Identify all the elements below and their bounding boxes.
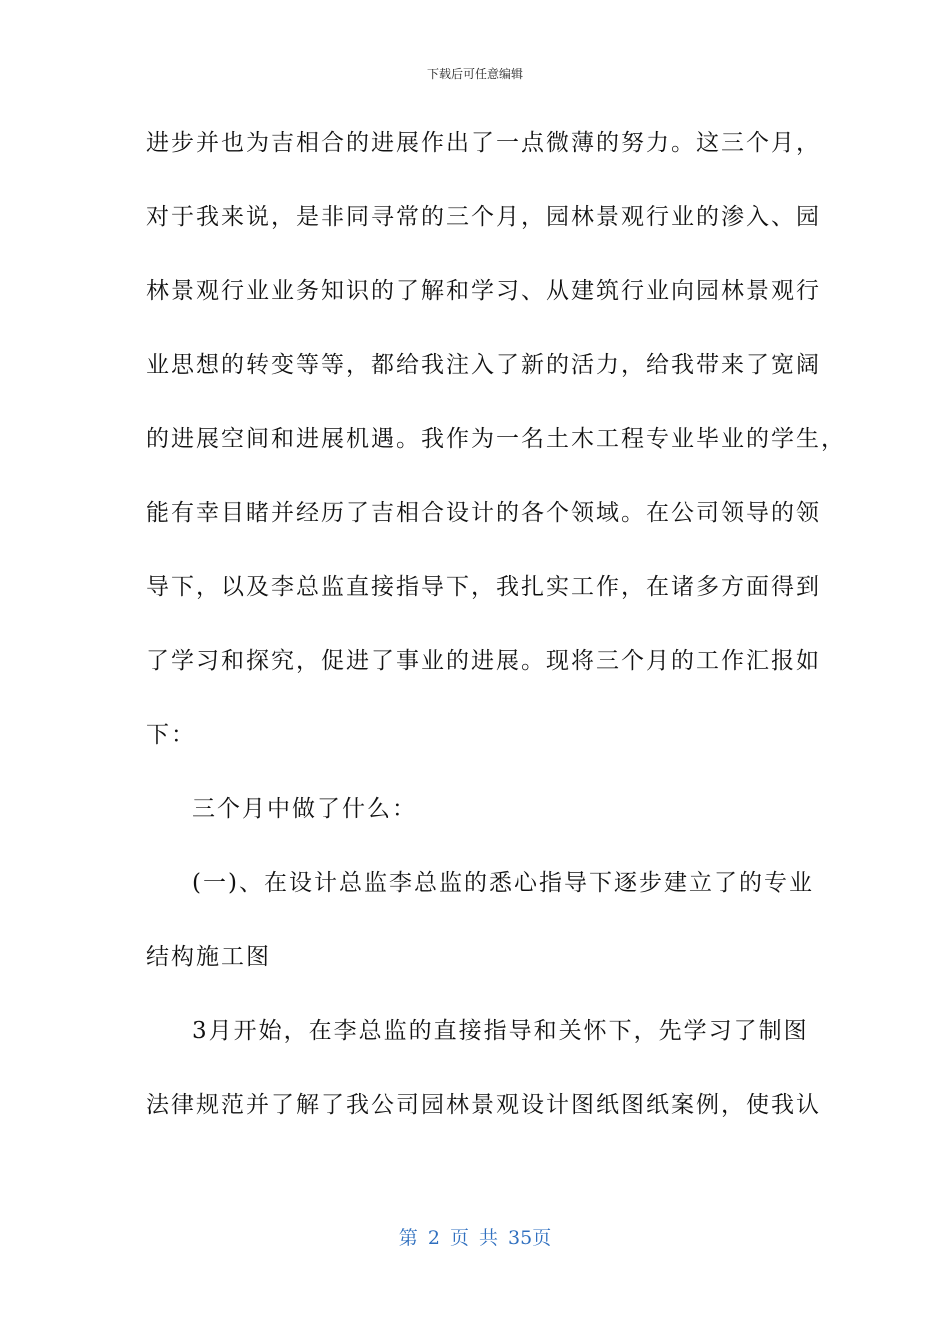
text-line: 对于我来说，是非同寻常的三个月，园林景观行业的渗入、园: [146, 204, 821, 230]
paragraph-start: 3月开始，在李总监的直接指导和关怀下，先学习了制图: [192, 1018, 809, 1044]
text-line: 法律规范并了解了我公司园林景观设计图纸图纸案例，使我认: [146, 1092, 821, 1118]
text-line: 的进展空间和进展机遇。我作为一名土木工程专业毕业的学生，: [146, 426, 846, 452]
page-number: 第 2 页 共 35页: [398, 1227, 552, 1249]
text-line: 业思想的转变等等，都给我注入了新的活力，给我带来了宽阔: [146, 352, 821, 378]
text-line: 下：: [146, 722, 196, 748]
document-body: [146, 118, 846, 1154]
section-heading: 三个月中做了什么：: [192, 796, 417, 822]
text-line: 结构施工图: [146, 944, 271, 970]
text-line: 林景观行业业务知识的了解和学习、从建筑行业向园林景观行: [146, 278, 821, 304]
text-line: 导下，以及李总监直接指导下，我扎实工作，在诸多方面得到: [146, 574, 821, 600]
subsection-heading: (一)、在设计总监李总监的悉心指导下逐步建立了的专业: [192, 870, 814, 896]
page-header: 下载后可任意编辑: [426, 67, 523, 81]
text-line: 进步并也为吉相合的进展作出了一点微薄的努力。这三个月，: [146, 130, 821, 156]
text-line: 能有幸目睹并经历了吉相合设计的各个领域。在公司领导的领: [146, 500, 821, 526]
text-line: 了学习和探究，促进了事业的进展。现将三个月的工作汇报如: [146, 648, 821, 674]
